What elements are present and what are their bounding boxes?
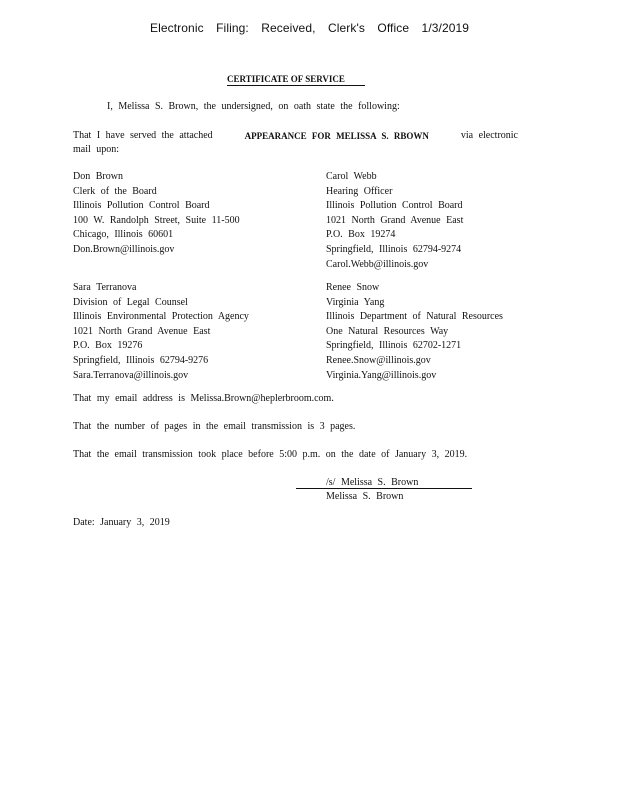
intro-statement: I, Melissa S. Brown, the undersigned, on oath state the following:	[107, 101, 400, 112]
recipient-line: Illinois Environmental Protection Agency	[73, 311, 249, 323]
recipient-line: Chicago, Illinois 60601	[73, 229, 174, 241]
signature-line	[296, 488, 472, 489]
recipient-line: P.O. Box 19276	[73, 340, 143, 352]
recipient-email: Don.Brown@illinois.gov	[73, 243, 175, 255]
recipient-line: 100 W. Randolph Street, Suite 11-500	[73, 214, 240, 226]
recipient-line: Clerk of the Board	[73, 185, 157, 197]
recipient-line: P.O. Box 19274	[326, 229, 396, 241]
recipient-line: Hearing Officer	[326, 185, 393, 197]
recipient-line: One Natural Resources Way	[326, 325, 449, 337]
recipient-block-renee-snow	[326, 281, 503, 383]
recipient-block-sara-terranova	[73, 281, 249, 383]
served-statement	[73, 129, 518, 157]
recipient-line: Renee Snow	[326, 282, 380, 293]
served-suffix: via electronic	[460, 130, 518, 141]
signature-text: /s/ Melissa S. Brown	[326, 477, 419, 488]
recipient-email: Carol.Webb@illinois.gov	[326, 258, 429, 270]
email-statement: That my email address is Melissa.Brown@heplerbroom.com.	[73, 393, 334, 404]
served-prefix: That I have served the attached	[73, 130, 213, 141]
recipient-line: Sara Terranova	[73, 282, 137, 293]
recipient-line: Illinois Department of Natural Resources	[326, 311, 503, 323]
time-statement: That the email transmission took place before 5:00 p.m. on the date of January 3, 2019.	[73, 449, 468, 460]
recipient-line: Division of Legal Counsel	[73, 296, 188, 308]
recipient-line: Carol Webb	[326, 171, 377, 182]
served-document: APPEARANCE FOR MELISSA S. RBOWN	[244, 131, 429, 141]
signer-name: Melissa S. Brown	[326, 491, 404, 502]
recipient-block-don-brown	[73, 170, 240, 258]
recipient-line: Illinois Pollution Control Board	[73, 200, 210, 212]
recipient-line: 1021 North Grand Avenue East	[73, 325, 211, 337]
recipient-email: Sara.Terranova@illinois.gov	[73, 369, 189, 381]
recipient-email: Renee.Snow@illinois.gov	[326, 354, 431, 366]
recipient-line: Springfield, Illinois 62794-9274	[326, 243, 462, 255]
filing-header: Electronic Filing: Received, Clerk's Office 1/3/2019	[150, 21, 470, 35]
recipient-line: Springfield, Illinois 62702-1271	[326, 340, 462, 352]
recipient-block-carol-webb	[326, 170, 463, 272]
served-line2: mail upon:	[73, 144, 120, 155]
recipient-line: Illinois Pollution Control Board	[326, 200, 463, 212]
recipient-line: Don Brown	[73, 171, 123, 182]
recipient-line: Springfield, Illinois 62794-9276	[73, 354, 209, 366]
pages-statement: That the number of pages in the email transmission is 3 pages.	[73, 421, 356, 432]
recipient-email: Virginia.Yang@illinois.gov	[326, 369, 437, 381]
recipient-line: Virginia Yang	[326, 296, 385, 308]
recipient-line: 1021 North Grand Avenue East	[326, 214, 464, 226]
date-line: Date: January 3, 2019	[73, 517, 170, 528]
document-title: CERTIFICATE OF SERVICE	[227, 74, 365, 86]
